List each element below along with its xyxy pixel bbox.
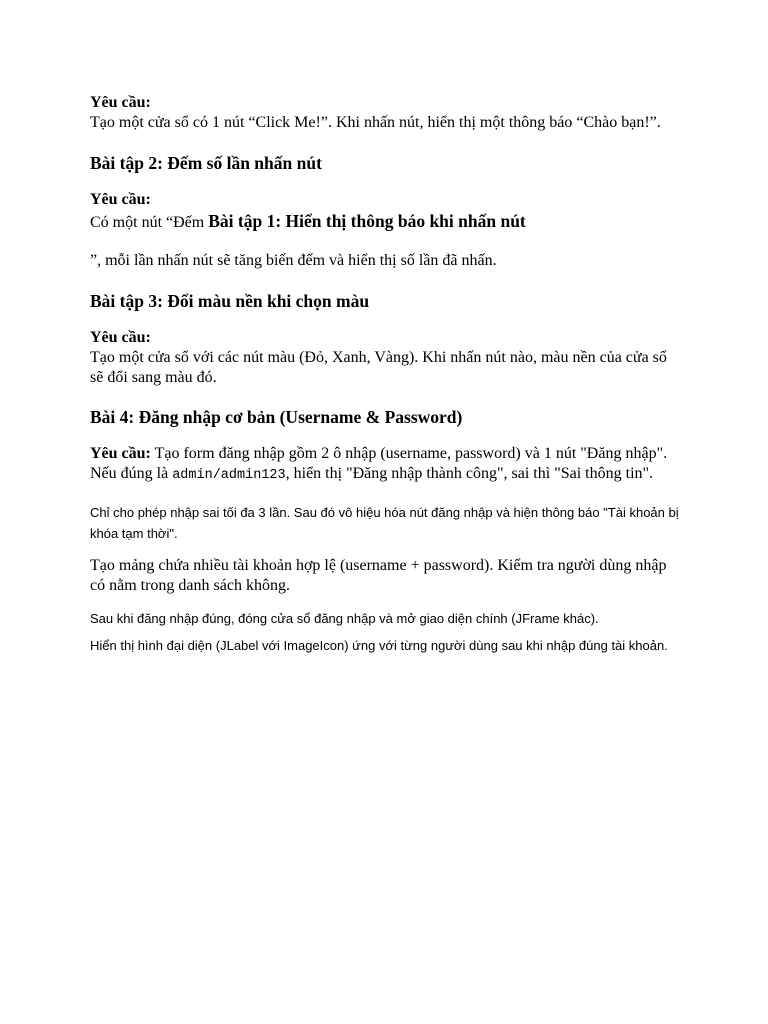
bai1-text: Tạo một cửa sổ có 1 nút “Click Me!”. Khi nhấn nút, hiển thị một thông báo “Chào bạn!”. [90,114,661,131]
note-lock-attempts: Chỉ cho phép nhập sai tối đa 3 lần. Sau đó vô hiệu hóa nút đăng nhập và hiện thông báo "Tài khoản bị khóa tạm thời". [90,505,679,541]
bai1-requirement [90,93,680,133]
bai2-requirement [90,190,680,233]
bai3-requirement [90,328,680,388]
bai3-text: Tạo một cửa sổ với các nút màu (Đỏ, Xanh, Vàng). Khi nhấn nút nào, màu nền của cửa sổ sẽ đổi sang màu đó. [90,349,667,386]
bai4-heading: Bài 4: Đăng nhập cơ bản (Username & Password) [90,407,463,427]
bai2-heading: Bài tập 2: Đếm số lần nhấn nút [90,153,322,173]
bai3-heading: Bài tập 3: Đổi màu nền khi chọn màu [90,291,370,311]
bai4-requirement [90,444,680,486]
document-page [90,93,680,656]
bai2-inline-heading: Bài tập 1: Hiển thị thông báo khi nhấn nút [208,211,526,231]
bai2-label: Yêu cầu: [90,191,151,208]
bai4-text-1: Tạo form đăng nhập gồm 2 ô nhập (username, password) và 1 nút "Đăng nhập". Nếu đúng là [90,445,668,482]
bai1-label: Yêu cầu: [90,94,151,111]
note-avatar: Hiển thị hình đại diện (JLabel với ImageIcon) ứng với từng người dùng sau khi nhập đúng tài khoản. [90,638,668,653]
note-account-array: Tạo mảng chứa nhiều tài khoản hợp lệ (username + password). Kiểm tra người dùng nhập có nằm trong danh sách không. [90,557,667,594]
bai4-label: Yêu cầu: [90,445,151,462]
bai2-text-after: ”, mỗi lần nhấn nút sẽ tăng biến đếm và hiển thị số lần đã nhấn. [90,252,497,269]
bai2-text-before: Có một nút “Đếm [90,214,209,231]
note-open-main-frame: Sau khi đăng nhập đúng, đóng cửa sổ đăng nhập và mở giao diện chính (JFrame khác). [90,611,599,626]
bai4-code: admin/admin123 [172,468,286,483]
bai3-label: Yêu cầu: [90,329,151,346]
bai4-text-2: , hiển thị "Đăng nhập thành công", sai thì "Sai thông tin". [285,465,654,482]
